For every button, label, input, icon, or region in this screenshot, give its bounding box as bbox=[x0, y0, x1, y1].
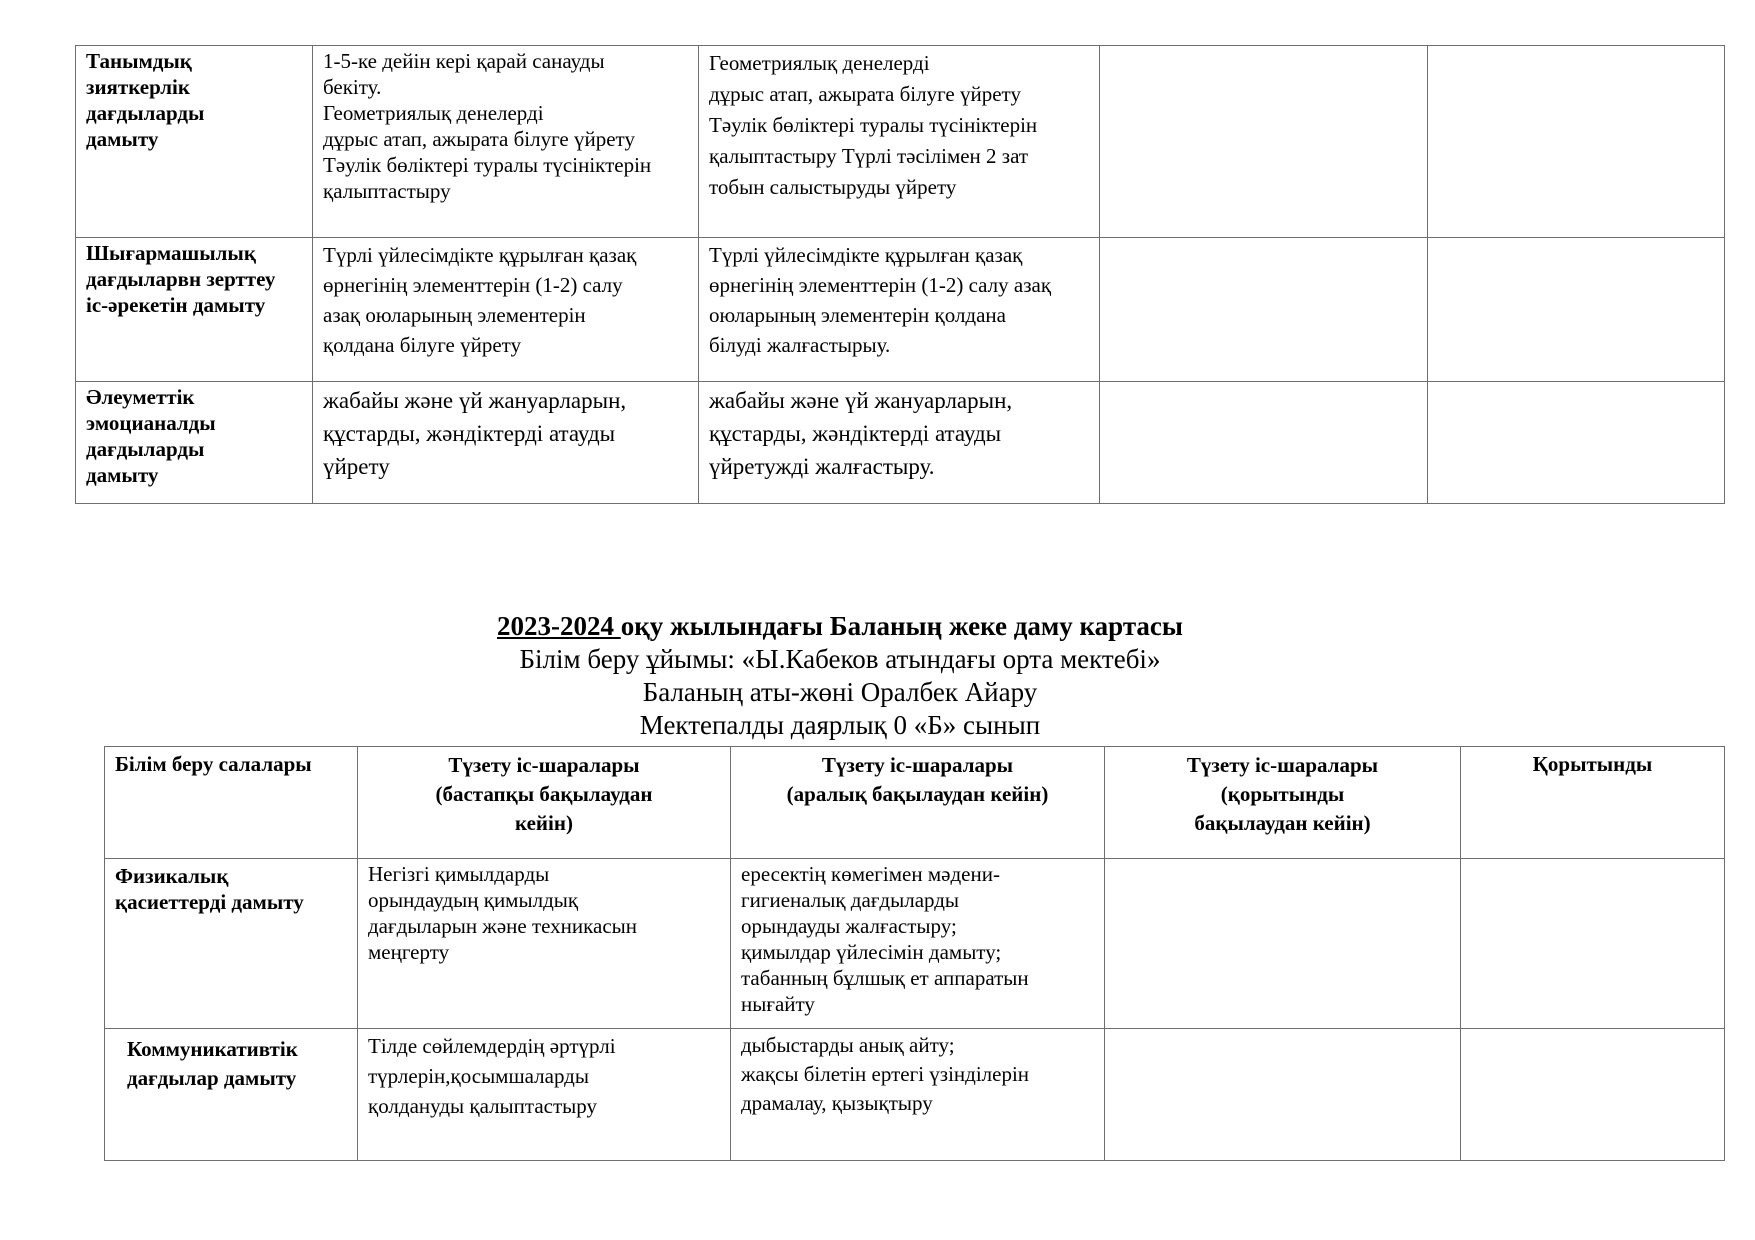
top-development-table bbox=[75, 45, 1725, 504]
header-final-label: Түзету іс-шаралары (қорытынды бақылаудан кейін) bbox=[1186, 753, 1379, 835]
conclusion-cell bbox=[1428, 46, 1725, 238]
conclusion-text bbox=[1428, 238, 1724, 240]
initial-measures-cell bbox=[313, 382, 699, 504]
final-measures-text bbox=[1100, 382, 1427, 384]
final-measures-cell bbox=[1105, 859, 1461, 1029]
interim-measures-cell bbox=[731, 1029, 1105, 1161]
final-measures-cell bbox=[1100, 382, 1428, 504]
conclusion-text bbox=[1428, 46, 1724, 48]
area-cell bbox=[76, 46, 313, 238]
initial-measures-cell bbox=[358, 1029, 731, 1161]
interim-measures-cell bbox=[731, 859, 1105, 1029]
area-cell bbox=[105, 859, 358, 1029]
table-row bbox=[76, 238, 1725, 382]
header-initial-label: Түзету іс-шаралары (бастапқы бақылаудан кейін) bbox=[435, 753, 653, 835]
header-interim-label: Түзету іс-шаралары (аралық бақылаудан кейін) bbox=[786, 753, 1049, 806]
initial-measures-cell bbox=[358, 859, 731, 1029]
final-measures-text bbox=[1100, 238, 1427, 240]
header-cell-conclusion bbox=[1461, 747, 1725, 859]
final-measures-cell bbox=[1105, 1029, 1461, 1161]
table-row bbox=[76, 382, 1725, 504]
header-cell-interim bbox=[731, 747, 1105, 859]
table-row bbox=[105, 1029, 1725, 1161]
final-measures-cell bbox=[1100, 238, 1428, 382]
conclusion-cell bbox=[1461, 859, 1725, 1029]
initial-measures-text: 1-5-ке дейін кері қарай санауды бекіту. Геометриялық денелерді дұрыс атап, ажырата білуге үйрету Тәулік бөліктері туралы түсініктерін қалыптастыру bbox=[323, 49, 652, 203]
area-label: Коммуникативтік дағдылар дамыту bbox=[127, 1037, 298, 1090]
final-measures-text bbox=[1105, 1029, 1460, 1031]
final-measures-text bbox=[1105, 859, 1460, 861]
table-row bbox=[76, 46, 1725, 238]
table-row bbox=[105, 859, 1725, 1029]
interim-measures-text: Геометриялық денелерді дұрыс атап, ажырата білуге үйрету Тәулік бөліктері туралы түсініктерін қалыптастыру Түрлі тәсілімен 2 зат тобын салыстыруды үйрету bbox=[709, 51, 1038, 199]
interim-measures-text: жабайы және үй жануарларын, құстарды, жәндіктерді атауды үйретужді жалғастыру. bbox=[709, 388, 1013, 479]
initial-measures-text: Негізгі қимылдарды орындаудың қимылдық дағдыларын және техникасын меңгерту bbox=[368, 862, 638, 964]
header-cell-area bbox=[105, 747, 358, 859]
initial-measures-text: Тілде сөйлемдердің әртүрлі түрлерін,қосымшаларды қолдануды қалыптастыру bbox=[368, 1034, 616, 1118]
area-label: Физикалық қасиеттерді дамыту bbox=[115, 864, 304, 914]
conclusion-cell bbox=[1428, 238, 1725, 382]
child-name-line: Баланың аты-жөні Оралбек Айару bbox=[642, 677, 1038, 707]
header-area-label: Білім беру салалары bbox=[115, 752, 312, 776]
initial-measures-text: Түрлі үйлесімдікте құрылған қазақ өрнегінің элементтерін (1-2) салу азақ оюларының элементерін қолдана білуге үйрету bbox=[323, 243, 637, 357]
header-cell-initial bbox=[358, 747, 731, 859]
initial-measures-cell bbox=[313, 46, 699, 238]
area-cell bbox=[76, 238, 313, 382]
interim-measures-text: дыбыстарды анық айту; жақсы білетін ертегі үзінділерін драмалау, қызықтыру bbox=[741, 1033, 1030, 1115]
final-measures-cell bbox=[1100, 46, 1428, 238]
area-label: Шығармашылық дағдыларвн зерттеу іс-әрекетін дамыту bbox=[86, 241, 276, 317]
conclusion-cell bbox=[1428, 382, 1725, 504]
area-label: Әлеуметтік эмоцианалды дағдыларды дамыту bbox=[86, 385, 216, 487]
area-cell bbox=[105, 1029, 358, 1161]
header-cell-final bbox=[1105, 747, 1461, 859]
page-title bbox=[0, 610, 1680, 643]
table-header-row bbox=[105, 747, 1725, 859]
conclusion-text bbox=[1461, 1029, 1724, 1031]
title-text: оқу жылындағы Баланың жеке даму картасы bbox=[620, 611, 1184, 641]
academic-year: 2023-2024 bbox=[496, 611, 621, 641]
area-label: Танымдық зияткерлік дағдыларды дамыту bbox=[86, 49, 205, 151]
final-measures-text bbox=[1100, 46, 1427, 48]
header-conclusion-label: Қорытынды bbox=[1532, 752, 1653, 776]
development-card-heading bbox=[0, 610, 1680, 742]
initial-measures-text: жабайы және үй жануарларын, құстарды, жәндіктерді атауды үйрету bbox=[323, 388, 627, 479]
organization-line: Білім беру ұйымы: «Ы.Кабеков атындағы орта мектебі» bbox=[519, 644, 1161, 674]
bottom-development-table bbox=[104, 746, 1725, 1161]
interim-measures-text: Түрлі үйлесімдікте құрылған қазақ өрнегінің элементтерін (1-2) салу азақ оюларының элементерін қолдана білуді жалғастырыу. bbox=[709, 243, 1052, 357]
group-line: Мектепалды даярлық 0 «Б» сынып bbox=[639, 710, 1041, 740]
interim-measures-cell bbox=[699, 46, 1100, 238]
initial-measures-cell bbox=[313, 238, 699, 382]
conclusion-text bbox=[1461, 859, 1724, 861]
interim-measures-cell bbox=[699, 238, 1100, 382]
conclusion-cell bbox=[1461, 1029, 1725, 1161]
interim-measures-cell bbox=[699, 382, 1100, 504]
area-cell bbox=[76, 382, 313, 504]
conclusion-text bbox=[1428, 382, 1724, 384]
interim-measures-text: ересектің көмегімен мәдени- гигиеналық дағдыларды орындауды жалғастыру; қимылдар үйлесімін дамыту; табанның бұлшық ет аппаратын нығайту bbox=[741, 862, 1029, 1016]
